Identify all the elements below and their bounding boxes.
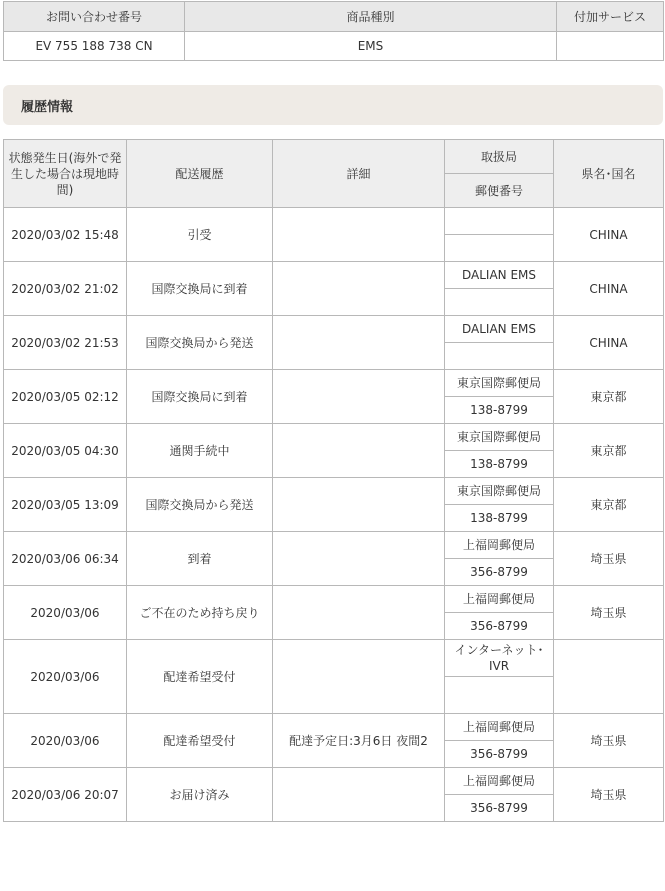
history-row <box>4 478 664 505</box>
history-region: CHINA <box>554 316 664 370</box>
history-date: 2020/03/02 21:53 <box>4 316 127 370</box>
history-region: 埼玉県 <box>554 768 664 822</box>
history-date: 2020/03/05 02:12 <box>4 370 127 424</box>
tracking-number-header: お問い合わせ番号 <box>4 2 185 32</box>
history-detail <box>273 640 445 714</box>
history-office: インターネット･IVR <box>445 640 554 677</box>
region-header: 県名･国名 <box>554 140 664 208</box>
history-office: 上福岡郵便局 <box>445 586 554 613</box>
history-postal: 138-8799 <box>445 505 554 532</box>
item-type-header: 商品種別 <box>185 2 557 32</box>
history-header-row <box>4 140 664 174</box>
extra-service-header: 付加サービス <box>557 2 664 32</box>
history-row <box>4 768 664 795</box>
history-row <box>4 208 664 235</box>
history-status: お届け済み <box>127 768 273 822</box>
history-region <box>554 640 664 714</box>
history-status: 引受 <box>127 208 273 262</box>
history-office: 東京国際郵便局 <box>445 424 554 451</box>
history-row <box>4 370 664 397</box>
history-postal <box>445 343 554 370</box>
history-body <box>4 208 664 822</box>
history-detail <box>273 370 445 424</box>
history-postal: 356-8799 <box>445 741 554 768</box>
history-postal: 356-8799 <box>445 795 554 822</box>
date-header: 状態発生日(海外で発生した場合は現地時間) <box>4 140 127 208</box>
history-postal: 356-8799 <box>445 559 554 586</box>
history-date: 2020/03/02 15:48 <box>4 208 127 262</box>
history-postal: 138-8799 <box>445 451 554 478</box>
history-region: 東京都 <box>554 370 664 424</box>
history-region: 東京都 <box>554 424 664 478</box>
history-status: 到着 <box>127 532 273 586</box>
history-detail <box>273 768 445 822</box>
history-row <box>4 586 664 613</box>
history-detail <box>273 586 445 640</box>
history-status: 国際交換局に到着 <box>127 370 273 424</box>
history-date: 2020/03/06 <box>4 714 127 768</box>
history-postal <box>445 677 554 714</box>
history-office: DALIAN EMS <box>445 316 554 343</box>
history-region: CHINA <box>554 208 664 262</box>
history-postal: 356-8799 <box>445 613 554 640</box>
history-region: 東京都 <box>554 478 664 532</box>
history-date: 2020/03/05 13:09 <box>4 478 127 532</box>
history-status: 配達希望受付 <box>127 640 273 714</box>
history-postal <box>445 235 554 262</box>
status-header: 配送履歴 <box>127 140 273 208</box>
tracking-number-value: EV 755 188 738 CN <box>4 32 185 61</box>
history-region: CHINA <box>554 262 664 316</box>
summary-table <box>3 1 664 61</box>
history-office: 上福岡郵便局 <box>445 714 554 741</box>
summary-value-row <box>4 32 664 61</box>
history-detail <box>273 208 445 262</box>
history-status: 国際交換局から発送 <box>127 478 273 532</box>
history-office: 上福岡郵便局 <box>445 768 554 795</box>
history-region: 埼玉県 <box>554 714 664 768</box>
history-date: 2020/03/06 06:34 <box>4 532 127 586</box>
history-region: 埼玉県 <box>554 586 664 640</box>
history-status: 通関手続中 <box>127 424 273 478</box>
history-status: 国際交換局に到着 <box>127 262 273 316</box>
history-row <box>4 714 664 741</box>
history-date: 2020/03/06 <box>4 640 127 714</box>
history-office: DALIAN EMS <box>445 262 554 289</box>
history-office: 東京国際郵便局 <box>445 370 554 397</box>
history-detail <box>273 532 445 586</box>
history-office: 上福岡郵便局 <box>445 532 554 559</box>
history-date: 2020/03/06 <box>4 586 127 640</box>
detail-header: 詳細 <box>273 140 445 208</box>
history-status: 配達希望受付 <box>127 714 273 768</box>
history-table <box>3 139 664 822</box>
history-office <box>445 208 554 235</box>
summary-header-row <box>4 2 664 32</box>
history-detail <box>273 478 445 532</box>
item-type-value: EMS <box>185 32 557 61</box>
history-postal <box>445 289 554 316</box>
history-row <box>4 532 664 559</box>
history-row <box>4 262 664 289</box>
history-date: 2020/03/06 20:07 <box>4 768 127 822</box>
history-row <box>4 316 664 343</box>
history-detail <box>273 316 445 370</box>
section-header <box>3 85 663 125</box>
postal-header: 郵便番号 <box>445 174 554 208</box>
history-date: 2020/03/02 21:02 <box>4 262 127 316</box>
history-row <box>4 424 664 451</box>
history-detail <box>273 262 445 316</box>
history-date: 2020/03/05 04:30 <box>4 424 127 478</box>
history-region: 埼玉県 <box>554 532 664 586</box>
extra-service-value <box>557 32 664 61</box>
history-detail: 配達予定日:3月6日 夜間2 <box>273 714 445 768</box>
history-detail <box>273 424 445 478</box>
section-title: 履歴情報 <box>21 100 74 115</box>
history-office: 東京国際郵便局 <box>445 478 554 505</box>
history-postal: 138-8799 <box>445 397 554 424</box>
history-status: ご不在のため持ち戻り <box>127 586 273 640</box>
history-status: 国際交換局から発送 <box>127 316 273 370</box>
office-header: 取扱局 <box>445 140 554 174</box>
history-row <box>4 640 664 677</box>
